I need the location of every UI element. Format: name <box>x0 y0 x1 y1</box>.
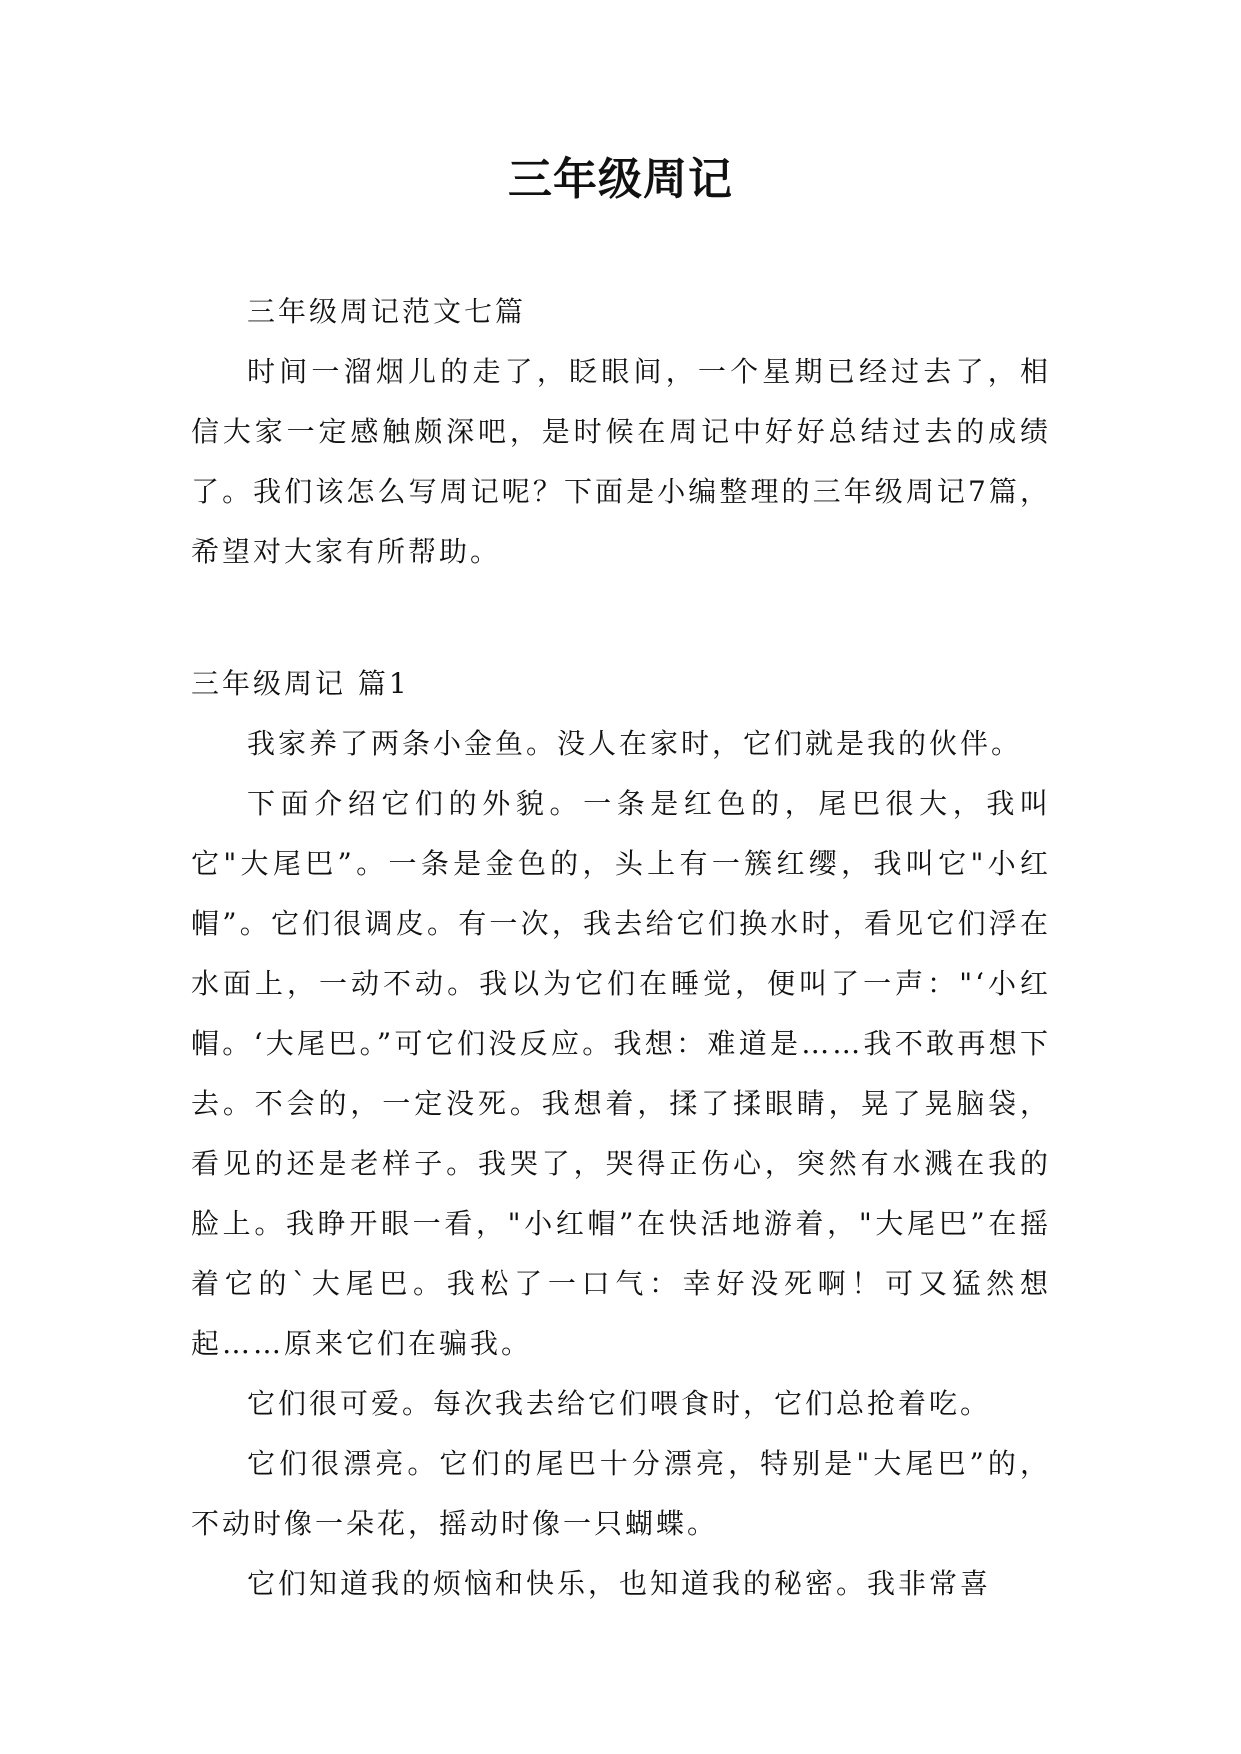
body-paragraph: 它们知道我的烦恼和快乐，也知道我的秘密。我非常喜 <box>247 1567 992 1600</box>
document-body <box>191 282 1051 1614</box>
intro-paragraph: 时间一溜烟儿的走了，眨眼间，一个星期已经过去了，相信大家一定感触颇深吧，是时候在周记中好好总结过去的成绩了。我们该怎么写周记呢？下面是小编整理的三年级周记7篇，希望对大家有所帮助。 <box>191 355 1051 568</box>
body-paragraph: 它们很漂亮。它们的尾巴十分漂亮，特别是"大尾巴”的，不动时像一朵花，摇动时像一只蝴蝶。 <box>191 1447 1051 1540</box>
body-paragraph: 我家养了两条小金鱼。没人在家时，它们就是我的伙伴。 <box>247 727 1023 760</box>
body-paragraph: 它们很可爱。每次我去给它们喂食时，它们总抢着吃。 <box>247 1387 992 1420</box>
section-heading: 三年级周记 篇1 <box>191 667 410 700</box>
subtitle-paragraph: 三年级周记范文七篇 <box>247 295 527 328</box>
body-paragraph: 下面介绍它们的外貌。一条是红色的，尾巴很大，我叫它"大尾巴”。一条是金色的，头上有一簇红缨，我叫它"小红帽”。它们很调皮。有一次，我去给它们换水时，看见它们浮在水面上，一动不动。我以为它们在睡觉，便叫了一声："‘小红帽。‘大尾巴。”可它们没反应。我想：难道是……我不敢再想下去。不会的，一定没死。我想着，揉了揉眼睛，晃了晃脑袋，看见的还是老样子。我哭了，哭得正伤心，突然有水溅在我的脸上。我睁开眼一看，"小红帽”在快活地游着，"大尾巴”在摇着它的`大尾巴。我松了一口气：幸好没死啊！可又猛然想起……原来它们在骗我。 <box>191 787 1051 1360</box>
document-title: 三年级周记 <box>508 154 733 205</box>
